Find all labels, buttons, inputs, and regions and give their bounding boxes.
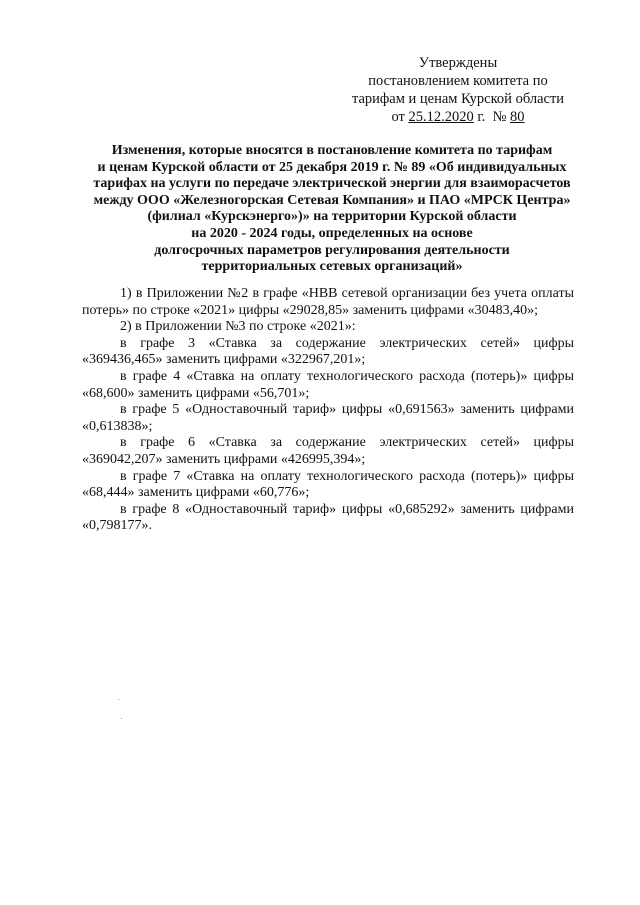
document-body: [82, 286, 574, 535]
number-prefix: №: [492, 109, 507, 125]
date-prefix: от: [391, 109, 405, 125]
paragraph-column-8: в графе 8 «Одноставочный тариф» цифры «0,685292» заменить цифрами «0,798177».: [82, 501, 574, 534]
date-suffix: г.: [477, 109, 486, 125]
approval-line-2: постановлением комитета по: [368, 73, 548, 89]
heading-line: между ООО «Железногорская Сетевая Компания» и ПАО «МРСК Центра»: [93, 192, 571, 208]
scan-speck: [121, 718, 122, 719]
approval-date-line: [340, 108, 576, 126]
heading-line: долгосрочных параметров регулирования деятельности: [154, 242, 510, 258]
approval-date: 25.12.2020: [408, 109, 474, 125]
approval-line-3: тарифам и ценам Курской области: [351, 91, 565, 107]
paragraph-column-6: в графе 6 «Ставка за содержание электрических сетей» цифры «369042,207» заменить цифрами «426995,394»;: [82, 435, 574, 467]
paragraph-column-3: в графе 3 «Ставка за содержание электрических сетей» цифры «369436,465» заменить цифрами «322967,201»;: [82, 335, 574, 368]
paragraph-column-4: в графе 4 «Ставка на оплату технологического расхода (потерь)» цифры «68,600» заменить цифрами «56,701»;: [82, 368, 574, 401]
heading-line: территориальных сетевых организаций»: [201, 259, 463, 275]
paragraph-column-5: в графе 5 «Одноставочный тариф» цифры «0,691563» заменить цифрами «0,613838»;: [82, 402, 574, 434]
document-heading: [86, 143, 578, 276]
heading-line: тарифах на услуги по передаче электрической энергии для взаиморасчетов: [93, 176, 571, 192]
approval-block: [340, 54, 576, 126]
heading-line: Изменения, которые вносятся в постановление комитета по тарифам: [111, 143, 553, 158]
scan-speck: [118, 699, 119, 700]
paragraph-column-7: в графе 7 «Ставка на оплату технологического расхода (потерь)» цифры «68,444» заменить цифрами «60,776»;: [82, 468, 574, 501]
paragraph-item-2: 2) в Приложении №3 по строке «2021»:: [120, 319, 356, 335]
approval-number: 80: [510, 109, 525, 125]
heading-line: на 2020 - 2024 годы, определенных на основе: [191, 225, 473, 241]
approval-line-1: Утверждены: [418, 55, 498, 71]
heading-line: и ценам Курской области от 25 декабря 2019 г. № 89 «Об индивидуальных: [97, 159, 567, 175]
heading-line: (филиал «Курскэнерго»)» на территории Курской области: [147, 209, 517, 225]
paragraph-item-1: 1) в Приложении №2 в графе «НВВ сетевой организации без учета оплаты потерь» по строке «2021» цифры «29028,85» заменить цифрами «30483,40»;: [82, 286, 574, 318]
